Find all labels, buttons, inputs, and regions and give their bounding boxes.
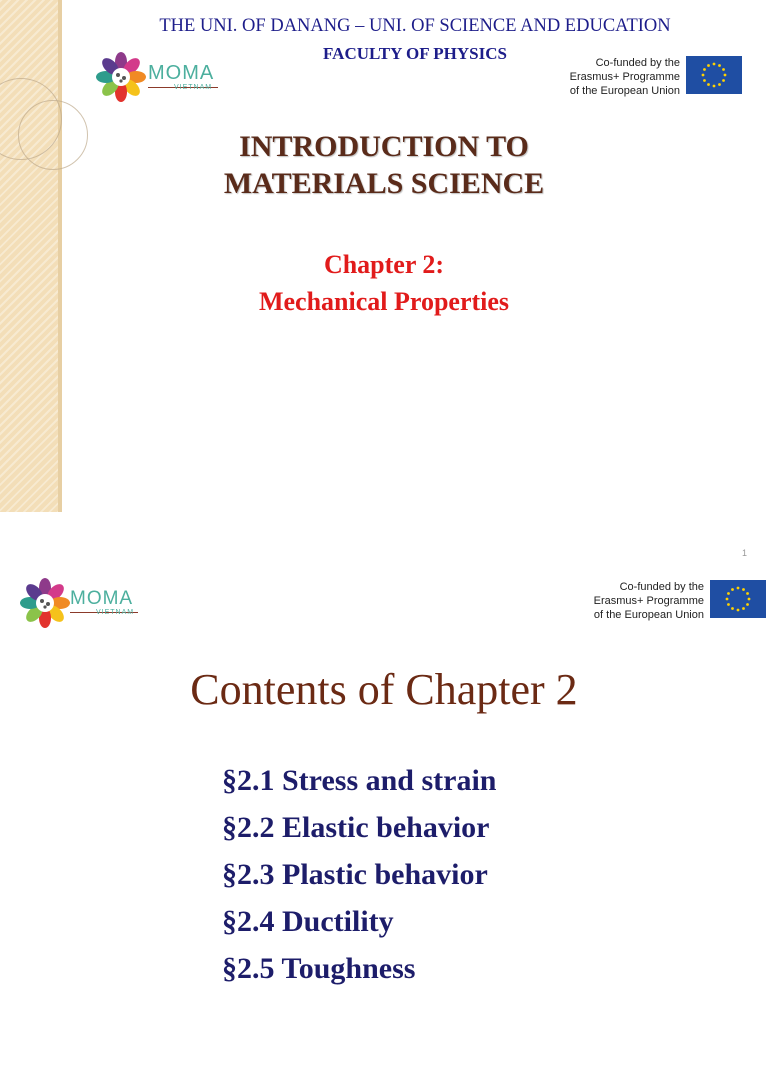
eu-flag-icon bbox=[686, 56, 742, 94]
moma-flower-logo bbox=[18, 576, 72, 630]
page-number: 1 bbox=[742, 548, 748, 558]
decorative-side-panel bbox=[0, 0, 58, 512]
moma-logo bbox=[94, 50, 224, 106]
slide-gap bbox=[0, 512, 768, 576]
eu-star bbox=[737, 587, 740, 590]
eu-star bbox=[727, 603, 730, 606]
eu-star bbox=[722, 68, 725, 71]
eu-star bbox=[742, 588, 745, 591]
eu-star bbox=[703, 68, 706, 71]
moma-subtitle: VIETNAM bbox=[96, 609, 135, 616]
contents-slide bbox=[0, 576, 768, 1088]
eu-star bbox=[731, 607, 734, 610]
eu-star bbox=[707, 83, 710, 86]
moma-subtitle: VIETNAM bbox=[174, 84, 213, 91]
contents-title: Contents of Chapter 2 bbox=[190, 665, 578, 714]
eu-cofunded-text: Co-funded by the Erasmus+ Programme of the European Union bbox=[593, 581, 704, 621]
eu-star bbox=[727, 592, 730, 595]
contents-item: §2.3 Plastic behavior bbox=[222, 858, 488, 891]
eu-star bbox=[713, 63, 716, 66]
contents-list bbox=[222, 764, 496, 999]
eu-flag-icon bbox=[710, 580, 766, 618]
eu-star bbox=[724, 74, 727, 77]
eu-star bbox=[722, 79, 725, 82]
contents-item: §2.4 Ductility bbox=[222, 905, 394, 938]
eu-cofunded-badge bbox=[542, 56, 742, 96]
moma-flower-logo bbox=[94, 50, 148, 104]
moma-wordmark: MOMA bbox=[148, 62, 215, 84]
eu-star bbox=[737, 609, 740, 612]
contents-item: §2.2 Elastic behavior bbox=[222, 811, 490, 844]
eu-star bbox=[703, 79, 706, 82]
eu-star bbox=[726, 598, 729, 601]
eu-star bbox=[748, 598, 751, 601]
eu-star bbox=[718, 64, 721, 67]
eu-star bbox=[707, 64, 710, 67]
eu-star bbox=[718, 83, 721, 86]
university-header: THE UNI. OF DANANG – UNI. OF SCIENCE AND EDUCATION bbox=[159, 16, 671, 36]
eu-star bbox=[746, 592, 749, 595]
chapter-title: Chapter 2: Mechanical Properties bbox=[258, 250, 510, 316]
title-slide bbox=[0, 0, 768, 512]
eu-cofunded-badge bbox=[566, 580, 766, 620]
eu-star bbox=[742, 607, 745, 610]
moma-wordmark: MOMA bbox=[70, 588, 134, 609]
eu-star bbox=[746, 603, 749, 606]
moma-logo bbox=[18, 576, 148, 632]
course-title: INTRODUCTION TO MATERIALS SCIENCE bbox=[223, 130, 545, 200]
eu-star bbox=[713, 85, 716, 88]
eu-cofunded-text: Co-funded by the Erasmus+ Programme of the European Union bbox=[569, 57, 680, 97]
contents-item: §2.5 Toughness bbox=[222, 952, 416, 985]
faculty-header: FACULTY OF PHYSICS bbox=[323, 44, 507, 63]
contents-item: §2.1 Stress and strain bbox=[222, 764, 497, 797]
eu-star bbox=[702, 74, 705, 77]
eu-star bbox=[731, 588, 734, 591]
